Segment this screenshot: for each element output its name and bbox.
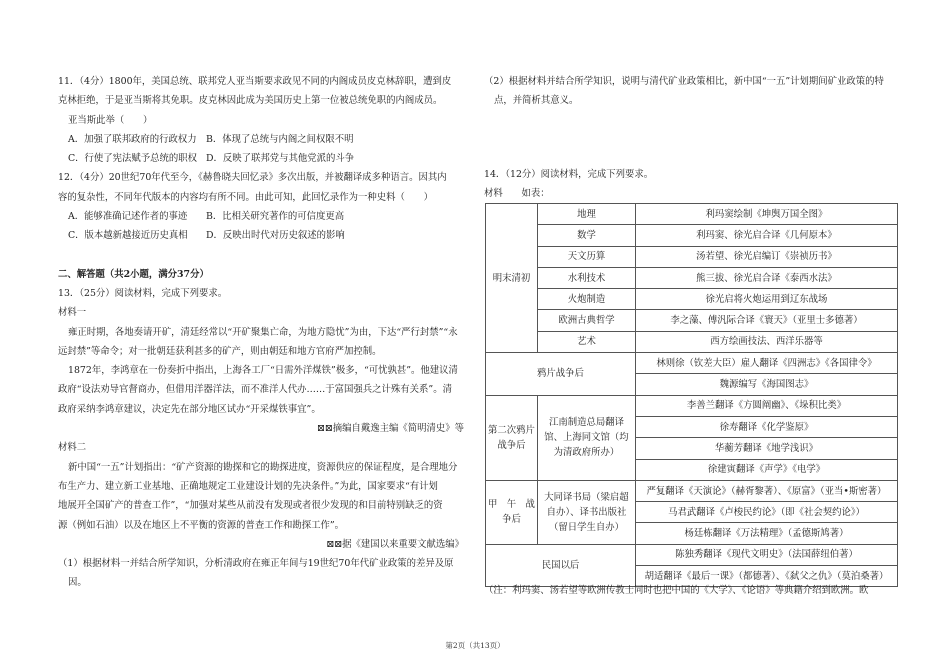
event-cell: 汤若望、徐光启编订《崇祯历书》 <box>636 246 898 267</box>
event-cell: 熊三拔、徐光启合译《泰西水法》 <box>636 267 898 288</box>
q13-material2-title: 材料二 <box>58 442 87 454</box>
event-cell: 徐建寅翻译《声学》《电学》 <box>636 459 898 480</box>
event-cell: 马君武翻译《卢梭民约论》（即《社会契约论》） <box>636 502 898 523</box>
event-cell: 魏源编写《海国图志》 <box>636 374 898 395</box>
table-row <box>486 353 898 374</box>
q14-heading-block <box>484 165 898 204</box>
event-cell: 利玛窦、徐光启合译《几何原本》 <box>636 225 898 246</box>
q13-ask2-line2: 点，并简析其意义。 <box>494 95 579 107</box>
q13-material1-line4: 政府“设法劝导官督商办，但借用洋器洋法，而不准洋人代办……于富国强兵之计殊有关系”。清 <box>58 384 452 396</box>
section-heading: 二、解答题（共2小题，满分37分） <box>58 268 209 280</box>
institution-cell: 大同译书局（梁启超自办）、译书出版社（留日学生自办） <box>538 480 636 544</box>
q13-ask1-line1: （1）根据材料一并结合所学知识，分析清政府在雍正年间与19世纪70年代矿业政策的差异及原 <box>58 558 454 570</box>
field-cell: 欧洲古典哲学 <box>538 310 636 331</box>
period-cell: 第二次鸦片战争后 <box>486 395 538 480</box>
table-row <box>486 544 898 565</box>
q11-stem-line2: 克林拒绝，于是亚当斯将其免职。皮克林因此成为美国历史上第一位被总统免职的内阁成员。 <box>58 95 443 107</box>
table-note: （注：利玛窦、汤若望等欧洲传教士同时也把中国的《大学》、《论语》等典籍介绍到欧洲。欧 <box>484 585 869 596</box>
event-cell: 西方绘画技法、西洋乐器等 <box>636 331 898 352</box>
q13-material2-line2: 布生产力、建立新工业基地、正确地规定工业建设计划的先决条件。”为此，国家要求“有计划 <box>58 480 438 492</box>
q13-material2-line3: 地展开全国矿产的普查工作”，“加强对某些从前没有发现或者很少发现的和目前特别缺乏的资 <box>58 500 443 512</box>
field-cell: 艺术 <box>538 331 636 352</box>
event-cell: 徐寿翻译《化学鉴原》 <box>636 416 898 437</box>
period-cell: 明末清初 <box>486 204 538 353</box>
q11-options-row1 <box>58 130 470 149</box>
q11-stem-line1: 11．（4分）1800年，美国总统、联邦党人亚当斯要求政见不同的内阁成员皮克林辞职，遭到皮 <box>58 76 452 87</box>
q13-material1-line3: 1872年，李鸿章在一份奏折中指出，上海各工厂“日需外洋煤铁”极多，“可忧孰甚”。他建议清 <box>68 365 458 377</box>
q11-option-d[interactable]: D．反映了联邦党与其他党派的斗争 <box>206 153 355 165</box>
q13-material2-line1: 新中国“一五”计划指出：“矿产资源的勘探和它的勘探进度，资源供应的保证程度，是合理地分 <box>68 461 458 473</box>
period-cell: 甲 午 战争后 <box>486 480 538 544</box>
table-row <box>486 246 898 267</box>
q12-stem-line2: 容的复杂性，不同年代版本的内容均有所不同。由此可知，此回忆录作为一种史料（ ） <box>58 191 434 203</box>
event-cell: 华蘅芳翻译《地学浅识》 <box>636 438 898 459</box>
q13-stem: 13．（25分）阅读材料，完成下列要求。 <box>58 287 228 299</box>
q13-material2-source: ⊠⊠据《建国以来重要文献选编》 <box>326 538 464 550</box>
q12-stem-line1: 12．（4分）20世纪70年代至今，《赫鲁晓夫回忆录》多次出版，并被翻译成多种语言。因其内 <box>58 172 447 184</box>
field-cell: 水利技术 <box>538 267 636 288</box>
q12-options-row2 <box>58 226 470 245</box>
q13-ask2-line1: （2）根据材料并结合所学知识，说明与清代矿业政策相比，新中国“一五”计划期间矿业政策的特 <box>484 76 884 87</box>
event-cell: 胡适翻译《最后一课》（都德著）、《弑父之仇》（莫泊桑著） <box>636 566 898 587</box>
period-cell: 民国以后 <box>486 544 636 587</box>
page-footer: 第2页（共13页） <box>445 641 505 650</box>
q13-material1-line2: 远封禁”等命令；对一批朝廷获利甚多的矿产，则由朝廷和地方官府严加控制。 <box>58 345 382 357</box>
translation-history-table <box>485 203 898 587</box>
q12-option-a[interactable]: A．能够准确记述作者的事迹 <box>68 211 188 223</box>
q13-material2-line4: 源（例如石油）以及在地区上不平衡的资源的普查工作和勘探工作”。 <box>58 519 345 531</box>
event-cell: 李善兰翻译《方圆阐幽》、《垛积比类》 <box>636 395 898 416</box>
note-block <box>484 581 898 600</box>
period-cell: 鸦片战争后 <box>486 353 636 396</box>
field-cell: 地理 <box>538 204 636 225</box>
event-cell: 陈独秀翻译《现代文明史》（法国薛纽伯著） <box>636 544 898 565</box>
q11-option-a[interactable]: A．加强了联邦政府的行政权力 <box>68 133 197 145</box>
q12-option-b[interactable]: B．比相关研究著作的可信度更高 <box>206 211 345 223</box>
table-row <box>486 310 898 331</box>
event-cell: 利玛窦绘制《坤舆万国全图》 <box>636 204 898 225</box>
institution-cell: 江南制造总局翻译馆、上海同文馆（均为清政府所办） <box>538 395 636 480</box>
table-row <box>486 204 898 225</box>
q12-option-d[interactable]: D．反映出时代对历史叙述的影响 <box>206 230 345 242</box>
event-cell: 徐光启将火炮运用到辽东战场 <box>636 289 898 310</box>
left-column <box>58 72 470 593</box>
q11-option-c[interactable]: C．行使了宪法赋予总统的职权 <box>68 153 198 165</box>
q12-options-row1 <box>58 207 470 226</box>
field-cell: 数学 <box>538 225 636 246</box>
q11-option-b[interactable]: B．体现了总统与内阁之间权限不明 <box>206 133 354 145</box>
q14-material-label: 材料 如表： <box>484 188 550 200</box>
event-cell: 李之藻、傅汎际合译《寰天》（亚里士多德著） <box>636 310 898 331</box>
field-cell: 天文历算 <box>538 246 636 267</box>
q14-stem: 14．（12分）阅读材料，完成下列要求。 <box>484 169 654 180</box>
table-row <box>486 225 898 246</box>
table-row <box>486 480 898 501</box>
q13-ask1-line2: 因。 <box>68 577 87 589</box>
field-cell: 火炮制造 <box>538 289 636 310</box>
table-row <box>486 267 898 288</box>
q13-material1-title: 材料一 <box>58 307 87 319</box>
table-row <box>486 331 898 352</box>
right-column <box>484 72 898 111</box>
table-row <box>486 289 898 310</box>
q12-option-c[interactable]: C．版本越新越接近历史真相 <box>68 230 188 242</box>
q13-material1-line1: 雍正时期，各地奏请开矿，清廷经常以“开矿聚集亡命，为地方隐忧”为由，下达“严行封禁”“永 <box>68 326 458 338</box>
q13-material1-source: ⊠⊠摘编自戴逸主编《简明清史》等 <box>317 423 464 435</box>
event-cell: 严复翻译《天演论》（赫胥黎著）、《原富》（亚当•斯密著） <box>636 480 898 501</box>
event-cell: 林则徐（钦差大臣）雇人翻译《四洲志》《各国律令》 <box>636 353 898 374</box>
q13-material1-line5: 政府采纳李鸿章建议，决定先在部分地区试办“开采煤铁事宜”。 <box>58 403 321 415</box>
table-row <box>486 395 898 416</box>
q11-options-row2 <box>58 149 470 168</box>
q11-stem-line3: 亚当斯此举（ ） <box>68 114 153 126</box>
event-cell: 杨廷栋翻译《万法精理》（孟德斯鸠著） <box>636 523 898 544</box>
